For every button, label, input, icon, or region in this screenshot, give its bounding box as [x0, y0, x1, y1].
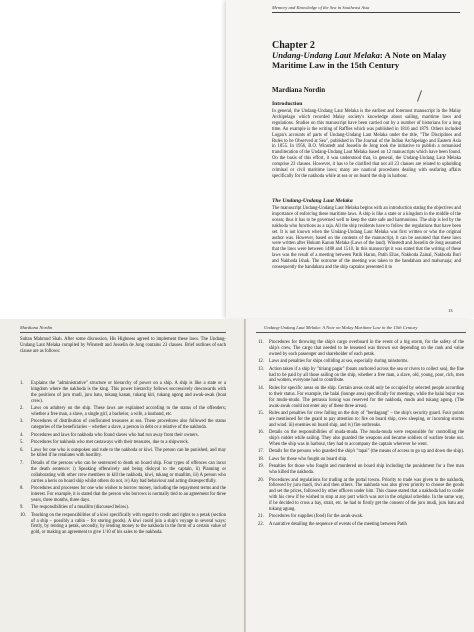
section-heading: The Undang-Undang Laut Melaka — [272, 198, 353, 204]
top-page — [226, 0, 474, 318]
clause-text: Details for the persons who guarded the ship's "tapai" (the means of access to go up and down the ship). — [269, 449, 464, 455]
clause-item — [258, 430, 464, 448]
clause-text: Procedures and processes for one who wishes to borrow money, including the repayment terms and the interest. For example, it is stated that the person who borrows is normally tied to an agreement for three years, three months, three days. — [31, 486, 226, 503]
clause-number: 22. — [258, 521, 264, 527]
clause-text: Details of the persons who can be sentenced to death on board ship. Four types of offences can incur the death sentence: i) Speaking offensively and being disloyal to the captain, ii) Planning or collaborating with other crew members to kill the nakhoda, kiwi, tukang or muallim, iii) A person who carries a keris on board ship whilst others do not, iv) Any bad behaviour and acting disrespectfully. — [31, 460, 226, 484]
clause-number: 12. — [258, 359, 264, 365]
clause-number: 3. — [20, 419, 24, 425]
right-page — [246, 319, 474, 632]
clause-number: 20. — [258, 477, 264, 483]
clause-text: Penalties for those who fought and murdered on board ship including the punishment for a free man who killed the nakhoda. — [269, 464, 464, 476]
clause-text: Rules for specific areas on the ship. Certain areas could only be occupied by selected people according to their status. For example, the balai (lounge area) specifically for meetings, while the balai bujur was for mudo-mudo. The petrassa lorong was reserved for the nakhoda, mudo and tukang agung. (The awak-awak could not enter any of these three areas). — [269, 385, 464, 409]
clause-item — [20, 440, 226, 446]
clause-text: Teaching on the responsibilities of a kiwi specifically with regard to credit and rights to a petak (section of a ship – possibly a cabin – for storing goods). A kiwi could join a ship's voyage in several ways: firstly, by renting a petak, secondly, by lending money to the nakhoda in the form of a certain value of gold, or making an agreement to give 1/10 of his sales to the nakhoda. — [31, 512, 226, 536]
clause-item — [258, 478, 464, 513]
chapter-label: Chapter 2 — [272, 40, 315, 51]
clause-item — [258, 411, 464, 429]
clause-item — [258, 359, 464, 365]
clause-number: 19. — [258, 464, 264, 470]
clause-text: A narrative detailing the sequence of events of the meeting between Patih — [269, 521, 407, 527]
clause-item — [20, 448, 226, 460]
clause-number: 6. — [20, 447, 24, 453]
clause-item — [20, 433, 226, 439]
clause-number: 8. — [20, 486, 24, 491]
clause-text: Rules and penalties for crew failing on the duty of "berdagang" – the ship's security guard. Four points are mentioned for the guard to pay attention to: fire on board ship, crew sleeping, or incoming storms and wind. iii) enemies on board ship, and iv) fire outbreaks. — [269, 410, 464, 428]
clause-text: Laws for those who fought on board ship. — [269, 456, 348, 462]
clause-text: Details on the responsibilities of muda-muda. The muda-muda were responsible for controlling the ship's rudder while sailing. They also guarded the weapons and became soldiers of warfare broke out. When the ship was in harbour, they had to accompany the captain wherever he went. — [269, 430, 464, 447]
clause-text: Procedures and regulations for trading at the portal towns. Priority to trade was given to the nakhoda, followed by juru mudi, tiwi and then others. The nakhoda was also given priority to choose the goods and set the prices, followed by other officers under him. This clause stated that a nakhoda had to confer with his crew if he wished to stop at any port which was not in the original schedule. In the same way, if he decided to cross a bay, strait, etc. he had to firstly get the consent of the juru mudi, juru batu and tukang agung. — [269, 477, 464, 513]
clause-list-left — [20, 381, 226, 538]
clause-number: 18. — [258, 456, 264, 462]
clause-number: 4. — [20, 432, 24, 438]
clause-number: 13. — [258, 366, 264, 372]
clause-item — [20, 513, 226, 537]
clause-list-right — [258, 340, 464, 529]
clause-number: 9. — [20, 505, 24, 511]
clause-number: 5. — [20, 440, 24, 446]
clause-text: Procedures and laws for nakhoda who found slaves who had run away from their owners. — [31, 432, 199, 438]
clause-number: 7. — [20, 460, 24, 466]
clause-text: Explains the "administrative" structure or hierarchy of power on a ship. A ship is like a state or a kingdom where the nakhoda is the king. This power hierarchy follows successively downwards with the positions of juru mudi, juru batu, tukang kanan, tukang kiri, tukang agong and awak-awak (boat crew). — [31, 381, 226, 404]
header-rule — [272, 12, 460, 13]
chapter-title — [272, 50, 462, 70]
clause-number: 10. — [20, 512, 26, 518]
clause-text: Laws for one who is outspoken and rude to the nakhoda or kiwi. The person can be punished, and may be killed if he retaliates with hostility. — [31, 447, 226, 459]
clause-item — [20, 486, 226, 504]
clause-item — [258, 386, 464, 410]
clause-text: Laws and penalties for ships colliding at sea, especially during rainstorms. — [269, 359, 409, 365]
clause-item — [258, 522, 464, 528]
clause-number: 1. — [20, 381, 24, 386]
clause-text: The responsibilities of a muallim (discussed below). — [31, 505, 130, 511]
running-head: Memory and Knowledge of the Sea in Southeast Asia — [272, 5, 370, 10]
clause-item — [20, 419, 226, 431]
clause-number: 2. — [20, 406, 24, 412]
clause-text: Laws on adultery on the ship. These laws are explained according to the status of the offenders; whether a free man, a slave, a single girl, a bachelor, a wife, a husband, etc. — [31, 406, 226, 418]
clause-item — [258, 449, 464, 455]
clause-item — [20, 461, 226, 485]
clause-item — [258, 340, 464, 358]
running-head-left: Mardiana Nordin — [20, 325, 53, 330]
clause-text: Procedures for nakhoda who met castaways with their treasures, due to a shipwreck. — [31, 440, 190, 446]
page-number: 13 — [448, 308, 453, 313]
clause-item — [20, 406, 226, 418]
introduction-text: In general, the Undang-Undang Laut Melaka is the earliest and foremost manuscript in the Malay Archipelago which recorded Malay society's knowledge about sailing, maritime laws and regulations. Studies on this manuscript have been carried out by a number of historians for a long time. An example is the writing of Raffles which was published in 1816 and 1879. Others included Logan's accounts of parts of Undang-Undang Laut Melaka under the title, "The Disciplines and Rules to be Observed at Sea", published in The Journal of the Indian Archipelago and Eastern Asia in 1855. In 1956, R.O. Winstedt and Josselin de Jong took the initiative to publish a romanised transliteration of the Undang-Undang Laut Melaka based on 12 manuscripts which have been found. On the basis of this effort, it was understood that, in general, the Undang-Undang Laut Melaka comprise 23 clauses. However, it has to be clarified that not all 23 clauses are related to upholding criminal or civil maritime laws; many are nautical procedures dealing with seafaring affairs specifically for the nakhoda while at sea or on board the ship in harbour. — [272, 109, 461, 179]
clause-item — [258, 464, 464, 476]
clause-number: 15. — [258, 410, 264, 416]
pen-mark — [417, 90, 422, 102]
chapter-title-italic: Undang-Undang Laut Melaka — [272, 50, 380, 60]
running-head-right: Undang-Undang Laut Melaka: A Note on Malay Maritime Law in the 15th Century — [264, 325, 418, 330]
clause-number: 21. — [258, 514, 264, 520]
introduction-heading: Introduction — [272, 101, 303, 107]
clause-number: 11. — [258, 340, 264, 345]
chapter-title-rest: : A Note on Malay Maritime Law in the 15th Century — [272, 50, 447, 70]
clause-item — [258, 514, 464, 520]
clause-item — [20, 381, 226, 405]
clause-number: 17. — [258, 449, 264, 455]
author-name: Mardiana Nordin — [272, 86, 326, 94]
clause-item — [258, 457, 464, 463]
clause-item — [20, 505, 226, 511]
clause-text: Procedures for throwing the ship's cargo overboard in the event of a big storm, for the safety of the ship's crew. The cargo that needed to be lessened was thrown out depending on the rank and value owned by each passenger and shareholder of each petak. — [269, 340, 464, 357]
clause-number: 14. — [258, 385, 264, 391]
left-page — [0, 319, 244, 632]
clause-text: Action taken if a ship by "tiriang pagar" (boats anchored across the sea or rivers to collect sea), the fine had to be paid by all those sailing on the ship, whether a free man, a slave, old, young, poor, rich, men and women, everyone had to contribute. — [269, 366, 464, 384]
clause-text: Procedures of distribution of confiscated treasures at sea. These procedures also followed the status categories of the beneficiaries – whether a slave, a person in debt or a relative of the nakhoda. — [31, 419, 226, 431]
clause-text: Procedures for supplies (food) for the awak-awak. — [269, 514, 364, 520]
section-text: The manuscript Undang-Undang Laut Melaka begins with an introduction stating the objectives and importance of enforcing these maritime laws. A ship is like a state or a kingdom in the middle of the ocean; thus it has to be governed well to keep the state safe and harmonious. The ship is led by the nakhoda who functions as a raja. All the ship residents have to follow the regulations that have been set. It is not known when the Undang-Undang Laut Melaka was first written or who the original author was. However, based on the contents of the manuscript, it can be assumed that these laws were written after Hukum Kanun Melaka (Laws of the land). Winstedt and Josselin de Jong assumed that the laws were between 1488 and 1510. In this manuscript it was stated that the writing of these laws was the result of a meeting between Patih Harun, Patih Elias, Nakhoda Zainal, Nakhoda Buri and Nakhoda Ishak. The outcome of the meeting was taken to the bandahara and mahuruaja; and consequently the bandahara and the ship captains presented it to — [272, 206, 461, 271]
clause-item — [258, 367, 464, 385]
clause-number: 16. — [258, 430, 264, 436]
left-intro-text: Sultan Mahmud Shah. After some discussion, His Highness agreed to implement these laws. The Undang-Undang Laut Melaka compiled by Winstedt and Josselin de Jong contains 23 clauses. Brief outlines of each clause are as follows: — [20, 337, 226, 354]
header-rule-left — [20, 332, 226, 333]
header-rule-right — [256, 332, 466, 333]
